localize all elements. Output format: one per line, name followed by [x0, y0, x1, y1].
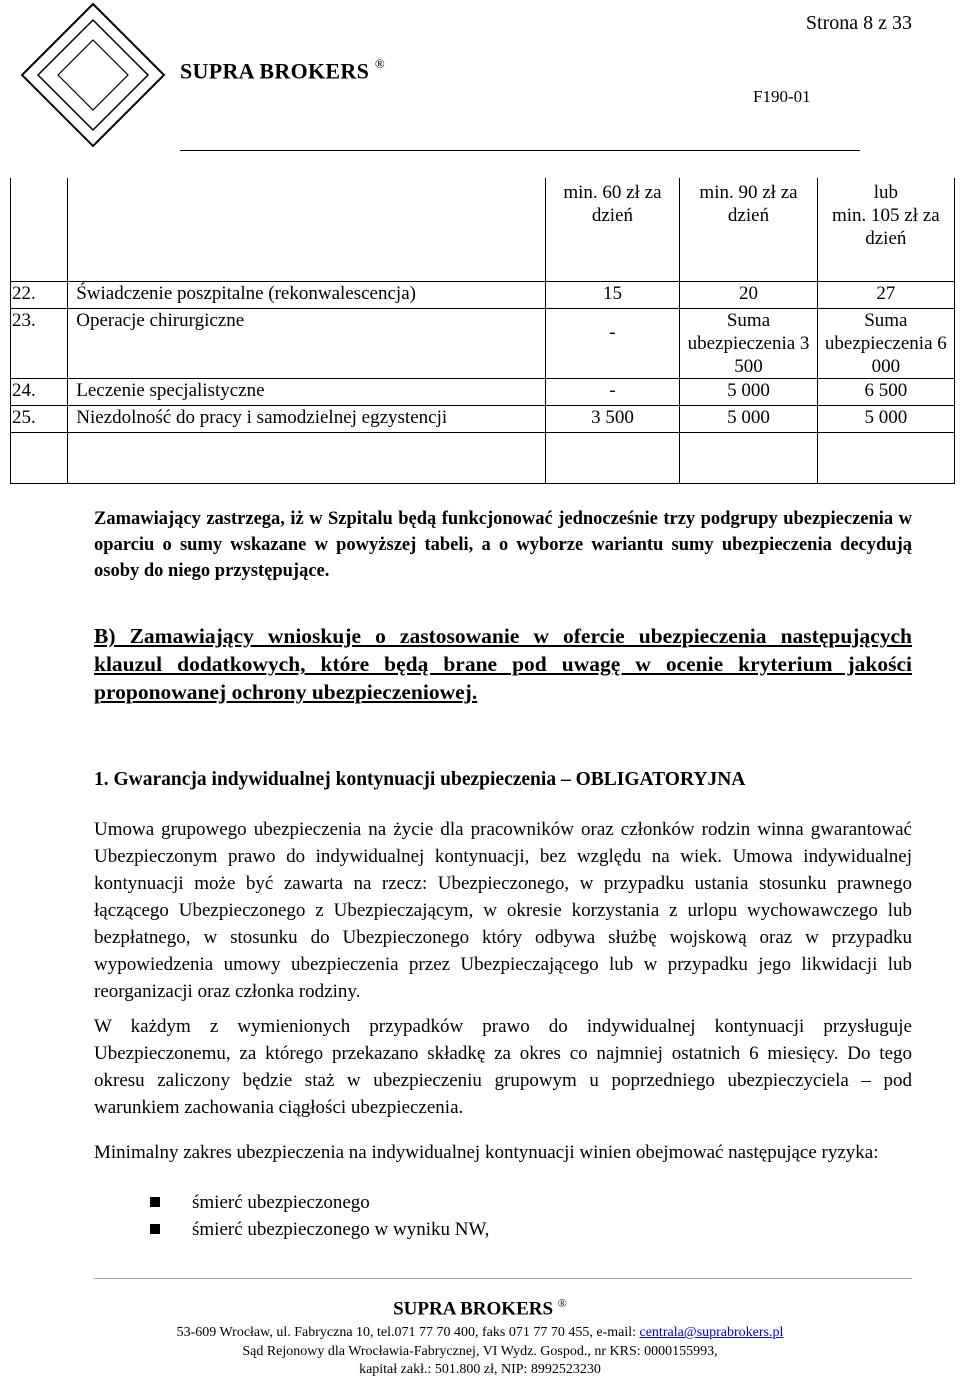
- table-row: [11, 309, 955, 379]
- brand-name: SUPRA BROKERS ®: [180, 56, 386, 84]
- note-paragraph: Zamawiający zastrzega, iż w Szpitalu będą funkcjonować jednocześnie trzy podgrupy ubezpieczenia w oparciu o sumy wskazane w powyższej tabeli, a o wyborze wariantu sumy ubezpieczenia decydują osoby do niego przystępujące.: [94, 509, 912, 581]
- footer-court: Sąd Rejonowy dla Wrocławia-Fabrycznej, VI Wydz. Gospod., nr KRS: 0000155993,: [242, 1344, 718, 1359]
- row-description: Leczenie specjalistyczne: [68, 379, 545, 406]
- value-c: 5 000: [817, 406, 954, 433]
- table-cell: [545, 433, 680, 484]
- row-number: 24.: [11, 379, 68, 406]
- row-number: 25.: [11, 406, 68, 433]
- value-c: 27: [817, 282, 954, 309]
- footer-rule: [94, 1278, 912, 1279]
- footer-address: 53-609 Wrocław, ul. Fabryczna 10, tel.071 77 70 400, faks 071 77 70 455, e-mail: centrala@suprabrokers.pl: [176, 1325, 784, 1340]
- supra-brokers-logo: [18, 0, 168, 150]
- list-item: śmierć ubezpieczonego w wyniku NW,: [150, 1216, 489, 1243]
- table-row: [11, 282, 955, 309]
- clause-1-heading: 1. Gwarancja indywidualnej kontynuacji ubezpieczenia – OBLIGATORYJNA: [94, 769, 746, 790]
- clause-1-paragraph-2: W każdym z wymienionych przypadków prawo do indywidualnej kontynuacji przysługuje Ubezpieczonemu, za którego przekazano składkę za okres co najmniej ostatnich 6 miesięcy. Do tego okresu zaliczony będzie staż w ubezpieczeniu grupowym u poprzedniego ubezpieczyciela – pod warunkiem zachowania ciągłości ubezpieczenia.: [94, 1016, 912, 1118]
- value-a: -: [545, 379, 680, 406]
- page-number: Strona 8 z 33: [805, 12, 912, 34]
- table-cell: [11, 433, 68, 484]
- table-row: [11, 406, 955, 433]
- row-description: Operacje chirurgiczne: [68, 309, 545, 379]
- table-cell: [68, 178, 545, 282]
- value-a: 15: [545, 282, 680, 309]
- table-cell: [680, 433, 817, 484]
- benefits-table: [10, 178, 955, 484]
- row-number: 22.: [11, 282, 68, 309]
- value-a: 3 500: [545, 406, 680, 433]
- section-b-heading: B) Zamawiający wnioskuje o zastosowanie w ofercie ubezpieczenia następujących klauzul dodatkowych, które będą brane pod uwagę w ocenie kryterium jakości proponowanej ochrony ubezpieczeniowej.: [94, 624, 912, 704]
- document-code: F190-01: [753, 87, 811, 106]
- registered-mark: ®: [374, 56, 386, 71]
- value-c: 6 500: [817, 379, 954, 406]
- registered-mark: ®: [557, 1296, 567, 1310]
- value-b: 5 000: [680, 406, 817, 433]
- table-cell: [68, 433, 545, 484]
- value-c: Suma ubezpieczenia 6 000: [817, 309, 954, 379]
- table-blank-row: [11, 433, 955, 484]
- footer-capital: kapitał zakł.: 501.800 zł, NIP: 8992523230: [359, 1362, 601, 1377]
- table-cell: [11, 178, 68, 282]
- value-b: 20: [680, 282, 817, 309]
- variant-b-header: min. 90 zł za dzień: [680, 178, 817, 282]
- bullet-square-icon: [150, 1224, 160, 1234]
- value-b: Suma ubezpieczenia 3 500: [680, 309, 817, 379]
- footer-email-link[interactable]: centrala@suprabrokers.pl: [639, 1325, 784, 1340]
- list-item: śmierć ubezpieczonego: [150, 1189, 489, 1216]
- variant-a-header: min. 60 zł za dzień: [545, 178, 680, 282]
- footer-brand: SUPRA BROKERS ®: [393, 1296, 567, 1320]
- row-description: Świadczenie poszpitalne (rekonwalescencja): [68, 282, 545, 309]
- table-row: [11, 379, 955, 406]
- table-cell: [817, 433, 954, 484]
- variant-c-header: lub min. 105 zł za dzień: [817, 178, 954, 282]
- clause-1-paragraph-3: Minimalny zakres ubezpieczenia na indywidualnej kontynuacji winien obejmować następujące ryzyka:: [94, 1142, 879, 1163]
- table-header-row: [11, 178, 955, 282]
- row-number: 23.: [11, 309, 68, 379]
- value-b: 5 000: [680, 379, 817, 406]
- bullet-square-icon: [150, 1197, 160, 1207]
- header-rule: [180, 150, 860, 151]
- value-a: -: [545, 309, 680, 379]
- clause-1-paragraph-1: Umowa grupowego ubezpieczenia na życie dla pracowników oraz członków rodzin winna gwarantować Ubezpieczonym prawo do indywidualnej kontynuacji, bez względu na wiek. Umowa indywidualnej kontynuacji może być zawarta na rzecz: Ubezpieczonego, w przypadku ustania stosunku prawnego łączącego Ubezpieczonego z Ubezpieczającym, w okresie korzystania z urlopu wychowawczego lub bezpłatnego, w stosunku do Ubezpieczonego który odbywa służbę wojskową oraz w przypadku wypowiedzenia umowy ubezpieczenia przez Ubezpieczającego lub w przypadku jego likwidacji lub reorganizacji oraz członka rodziny.: [94, 819, 912, 1002]
- risk-list: [150, 1189, 489, 1243]
- row-description: Niezdolność do pracy i samodzielnej egzystencji: [68, 406, 545, 433]
